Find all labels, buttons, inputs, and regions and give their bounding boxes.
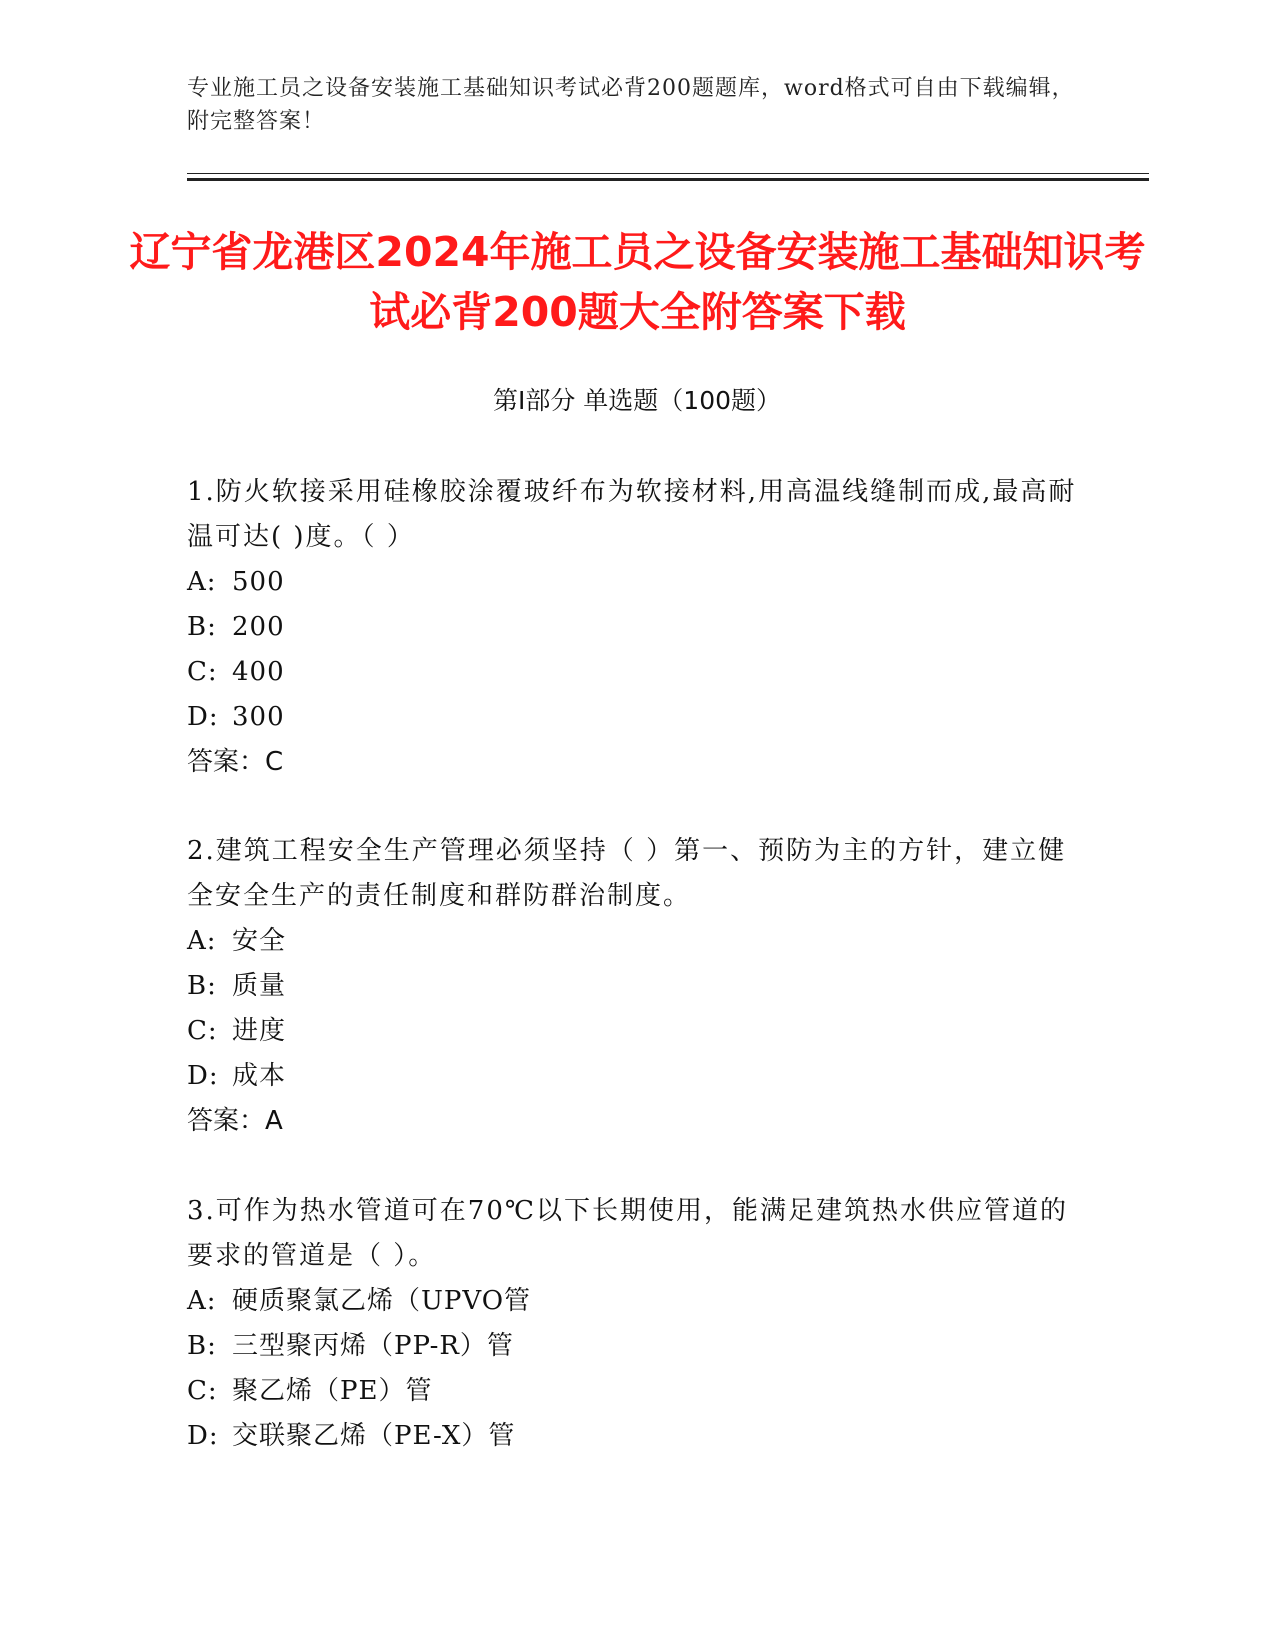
answer-line: 答案：A [187,1106,283,1136]
option-d [187,1414,1087,1459]
option-c [187,1009,1087,1054]
option-text: 交联聚乙烯（PE-X）管 [232,1421,516,1451]
option-text: 成本 [232,1061,287,1091]
answer-line: 答案：C [187,747,284,777]
option-key: D: [187,1421,219,1451]
header-divider-thick [187,178,1149,181]
option-b [187,605,1087,650]
option-key: D: [187,1061,219,1091]
option-key: C: [187,1016,218,1046]
option-key: B: [187,612,217,642]
option-text: 500 [232,567,285,597]
option-a [187,560,1087,605]
question-stem: 2.建筑工程安全生产管理必须坚持（ ）第一、预防为主的方针，建立健全安全生产的责任制度和群防群治制度。 [187,836,1067,911]
option-a [187,919,1087,964]
option-a [187,1279,1087,1324]
option-key: A: [187,926,217,956]
option-text: 300 [232,702,285,732]
question-stem: 3.可作为热水管道可在70℃以下长期使用，能满足建筑热水供应管道的要求的管道是（ ）。 [187,1196,1068,1271]
option-key: C: [187,1376,218,1406]
option-text: 硬质聚氯乙烯（UPVO管 [232,1286,532,1316]
option-text: 三型聚丙烯（PP-R）管 [232,1331,514,1361]
option-text: 安全 [232,926,287,956]
option-d [187,1054,1087,1099]
question-1 [187,470,1087,785]
header-divider-thin [187,173,1149,174]
option-text: 200 [232,612,285,642]
option-text: 400 [232,657,285,687]
option-key: B: [187,1331,217,1361]
question-stem: 1.防火软接采用硅橡胶涂覆玻纤布为软接材料,用高温线缝制而成,最高耐温可达( )度。（ ） [187,477,1077,552]
option-text: 质量 [232,971,287,1001]
option-key: C: [187,657,218,687]
document-title: 辽宁省龙港区2024年施工员之设备安装施工基础知识考试必背200题大全附答案下载 [129,228,1146,336]
option-key: D: [187,702,219,732]
option-d [187,695,1087,740]
option-text: 聚乙烯（PE）管 [232,1376,433,1406]
option-b [187,964,1087,1009]
option-key: A: [187,1286,217,1316]
question-2 [187,829,1087,1144]
option-c [187,1369,1087,1414]
option-key: B: [187,971,217,1001]
question-3 [187,1189,1087,1459]
option-text: 进度 [232,1016,287,1046]
header-note: 专业施工员之设备安装施工基础知识考试必背200题题库，word格式可自由下载编辑，附完整答案！ [187,76,1075,134]
option-c [187,650,1087,695]
section-title: 第Ⅰ部分 单选题（100题） [492,386,782,415]
option-b [187,1324,1087,1369]
option-key: A: [187,567,217,597]
